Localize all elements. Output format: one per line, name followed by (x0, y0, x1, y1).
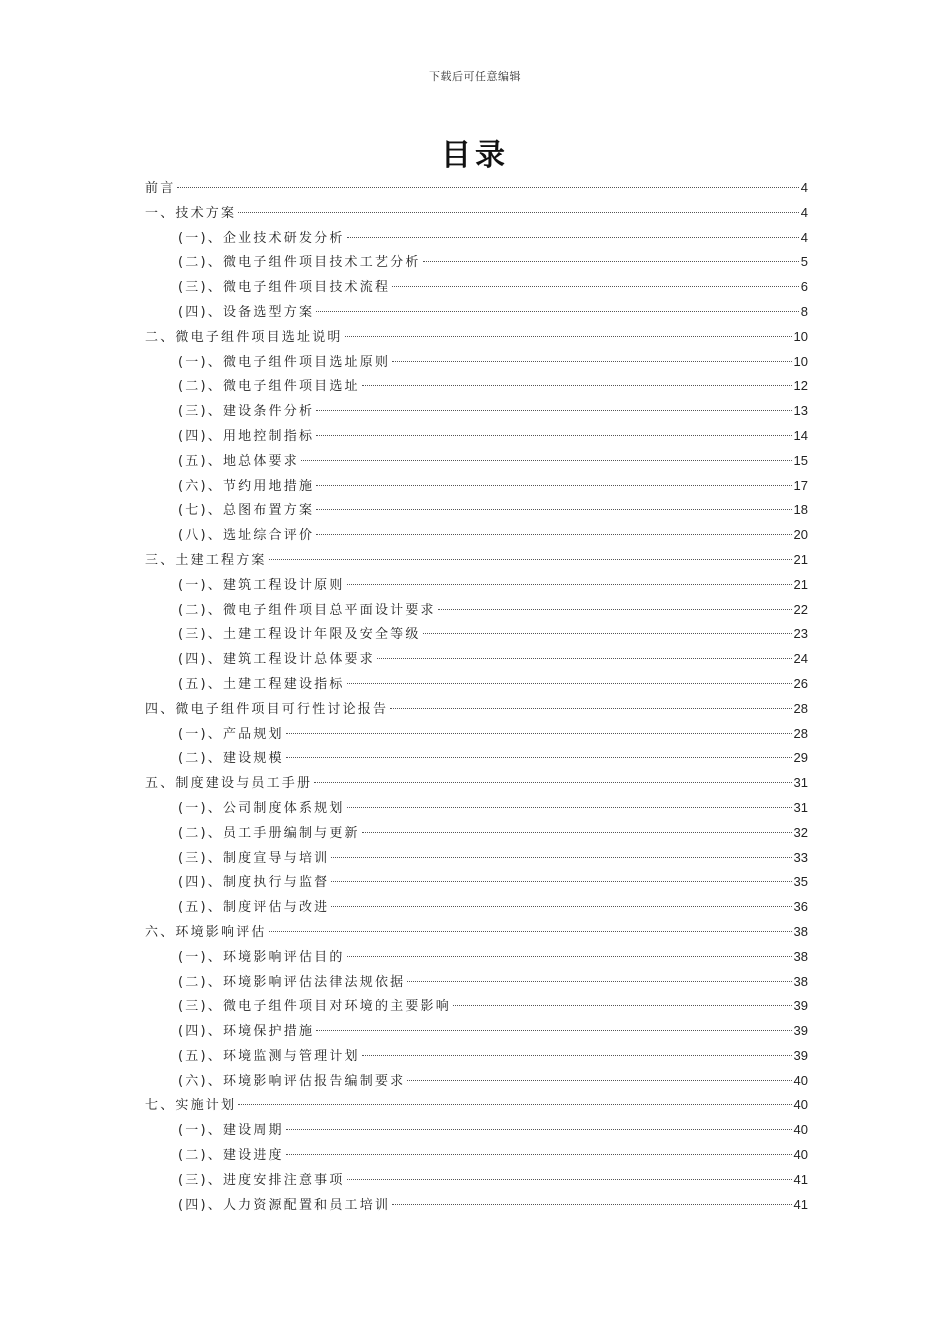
toc-entry[interactable] (145, 300, 808, 325)
toc-entry-label: (二)、建设规模 (178, 751, 284, 767)
toc-entry-page-number: 31 (793, 799, 808, 815)
toc-leader-dots (314, 782, 791, 783)
toc-leader-dots (331, 857, 791, 858)
toc-entry[interactable] (145, 970, 808, 995)
toc-entry-label: (二)、环境影响评估法律法规依据 (178, 974, 406, 990)
toc-entry-label: (四)、设备选型方案 (178, 304, 315, 320)
toc-leader-dots (362, 832, 792, 833)
toc-entry[interactable] (145, 474, 808, 499)
toc-entry-label: (三)、微电子组件项目技术流程 (178, 280, 391, 296)
toc-entry-page-number: 33 (793, 849, 808, 865)
toc-entry-page-number: 21 (793, 551, 808, 567)
toc-entry-page-number: 17 (793, 477, 808, 493)
toc-entry[interactable] (145, 226, 808, 251)
toc-leader-dots (407, 1080, 791, 1081)
toc-entry[interactable] (145, 424, 808, 449)
toc-entry[interactable] (145, 622, 808, 647)
toc-entry-label: (一)、微电子组件项目选址原则 (178, 354, 391, 370)
toc-entry-label: (七)、总图布置方案 (178, 503, 315, 519)
toc-entry-label: (三)、建设条件分析 (178, 404, 315, 420)
toc-entry-label: 六、环境影响评估 (145, 924, 267, 940)
toc-leader-dots (316, 534, 791, 535)
toc-entry-label: 四、微电子组件项目可行性讨论报告 (145, 701, 389, 717)
toc-leader-dots (331, 906, 791, 907)
toc-entry-label: 前言 (145, 181, 176, 196)
toc-entry-label: 七、实施计划 (145, 1098, 237, 1114)
toc-entry[interactable] (145, 746, 808, 771)
toc-leader-dots (423, 633, 792, 634)
toc-entry[interactable] (145, 821, 808, 846)
toc-entry-label: (一)、建设周期 (178, 1123, 284, 1139)
toc-entry-page-number: 39 (793, 1023, 808, 1039)
toc-entry[interactable] (145, 1019, 808, 1044)
toc-entry[interactable] (145, 201, 808, 226)
toc-entry-page-number: 8 (800, 303, 808, 319)
toc-entry-page-number: 4 (800, 229, 808, 245)
toc-leader-dots (331, 881, 791, 882)
toc-entry-page-number: 24 (793, 651, 808, 667)
toc-entry-page-number: 39 (793, 998, 808, 1014)
toc-leader-dots (347, 584, 792, 585)
toc-leader-dots (316, 410, 791, 411)
toc-entry[interactable] (145, 1069, 808, 1094)
toc-leader-dots (362, 1055, 792, 1056)
toc-leader-dots (438, 609, 792, 610)
toc-leader-dots (347, 956, 792, 957)
toc-leader-dots (316, 311, 799, 312)
toc-entry[interactable] (145, 846, 808, 871)
toc-leader-dots (269, 931, 792, 932)
toc-leader-dots (238, 212, 799, 213)
toc-entry-label: (一)、产品规划 (178, 726, 284, 742)
toc-entry[interactable] (145, 920, 808, 945)
toc-entry-page-number: 10 (793, 353, 808, 369)
toc-entry-label: (四)、用地控制指标 (178, 428, 315, 444)
table-of-contents (145, 176, 808, 1217)
toc-entry-page-number: 28 (793, 700, 808, 716)
toc-leader-dots (377, 658, 792, 659)
toc-entry-label: (四)、人力资源配置和员工培训 (178, 1197, 391, 1213)
toc-leader-dots (301, 460, 792, 461)
toc-entry[interactable] (145, 548, 808, 573)
toc-leader-dots (392, 286, 799, 287)
toc-entry[interactable] (145, 1168, 808, 1193)
toc-entry-page-number: 10 (793, 328, 808, 344)
toc-leader-dots (347, 683, 792, 684)
header-note: 下载后可任意编辑 (429, 70, 521, 83)
toc-entry-label: (二)、微电子组件项目选址 (178, 379, 360, 395)
toc-entry[interactable] (145, 1093, 808, 1118)
toc-entry[interactable] (145, 523, 808, 548)
toc-entry[interactable] (145, 176, 808, 201)
toc-entry-label: 五、制度建设与员工手册 (145, 776, 313, 792)
toc-leader-dots (286, 733, 792, 734)
toc-entry[interactable] (145, 1143, 808, 1168)
toc-entry-page-number: 39 (793, 1047, 808, 1063)
toc-entry[interactable] (145, 399, 808, 424)
toc-leader-dots (316, 509, 791, 510)
toc-entry[interactable] (145, 1118, 808, 1143)
toc-entry-page-number: 38 (793, 923, 808, 939)
toc-entry[interactable] (145, 449, 808, 474)
toc-leader-dots (453, 1005, 792, 1006)
toc-entry[interactable] (145, 250, 808, 275)
toc-entry-label: (一)、公司制度体系规划 (178, 800, 345, 816)
toc-entry-label: (六)、环境影响评估报告编制要求 (178, 1073, 406, 1089)
toc-leader-dots (177, 187, 798, 188)
toc-entry-label: 二、微电子组件项目选址说明 (145, 329, 343, 345)
toc-entry-label: (三)、微电子组件项目对环境的主要影响 (178, 999, 451, 1015)
toc-entry[interactable] (145, 994, 808, 1019)
toc-entry[interactable] (145, 1193, 808, 1218)
toc-leader-dots (392, 361, 791, 362)
toc-leader-dots (362, 385, 792, 386)
toc-entry-page-number: 23 (793, 626, 808, 642)
toc-entry-page-number: 13 (793, 403, 808, 419)
toc-leader-dots (407, 981, 791, 982)
toc-entry-page-number: 40 (793, 1072, 808, 1088)
toc-entry-label: 一、技术方案 (145, 205, 237, 221)
toc-leader-dots (238, 1104, 791, 1105)
toc-entry-page-number: 36 (793, 899, 808, 915)
toc-entry-label: (四)、建筑工程设计总体要求 (178, 652, 375, 668)
toc-entry-label: (三)、制度宣导与培训 (178, 850, 330, 866)
toc-entry-page-number: 38 (793, 948, 808, 964)
toc-entry-label: (五)、环境监测与管理计划 (178, 1048, 360, 1064)
toc-leader-dots (347, 1179, 792, 1180)
toc-leader-dots (269, 559, 792, 560)
toc-entry-label: (五)、土建工程建设指标 (178, 676, 345, 692)
toc-entry-label: (四)、环境保护措施 (178, 1024, 315, 1040)
toc-leader-dots (286, 1129, 792, 1130)
toc-leader-dots (316, 1030, 791, 1031)
toc-entry[interactable] (145, 573, 808, 598)
toc-entry-page-number: 28 (793, 725, 808, 741)
toc-entry-label: (六)、节约用地措施 (178, 478, 315, 494)
toc-entry-page-number: 6 (800, 279, 808, 295)
toc-entry[interactable] (145, 598, 808, 623)
toc-entry[interactable] (145, 672, 808, 697)
toc-entry-label: (二)、微电子组件项目总平面设计要求 (178, 602, 436, 618)
toc-entry-page-number: 35 (793, 874, 808, 890)
toc-entry-label: (八)、选址综合评价 (178, 528, 315, 544)
toc-entry[interactable] (145, 350, 808, 375)
toc-leader-dots (423, 261, 799, 262)
toc-entry-page-number: 41 (793, 1171, 808, 1187)
page-title: 目录 (441, 138, 509, 173)
toc-leader-dots (347, 807, 792, 808)
toc-entry-label: 三、土建工程方案 (145, 552, 267, 568)
toc-entry-page-number: 31 (793, 775, 808, 791)
toc-entry-page-number: 40 (793, 1122, 808, 1138)
toc-entry-page-number: 21 (793, 576, 808, 592)
toc-entry-page-number: 40 (793, 1147, 808, 1163)
toc-entry[interactable] (145, 1044, 808, 1069)
toc-leader-dots (316, 435, 791, 436)
toc-leader-dots (392, 1204, 791, 1205)
toc-entry[interactable] (145, 870, 808, 895)
toc-entry[interactable] (145, 325, 808, 350)
toc-entry-page-number: 14 (793, 427, 808, 443)
toc-entry-page-number: 41 (793, 1196, 808, 1212)
toc-leader-dots (286, 1154, 792, 1155)
toc-entry-page-number: 12 (793, 378, 808, 394)
toc-entry-label: (五)、地总体要求 (178, 453, 299, 469)
toc-leader-dots (347, 237, 799, 238)
toc-entry[interactable] (145, 498, 808, 523)
toc-entry[interactable] (145, 796, 808, 821)
toc-entry-page-number: 15 (793, 452, 808, 468)
toc-entry-label: (二)、员工手册编制与更新 (178, 825, 360, 841)
toc-entry-label: (一)、企业技术研发分析 (178, 230, 345, 246)
toc-entry-page-number: 4 (800, 180, 808, 195)
toc-leader-dots (316, 485, 791, 486)
toc-entry-label: (五)、制度评估与改进 (178, 900, 330, 916)
toc-entry[interactable] (145, 771, 808, 796)
toc-leader-dots (286, 757, 792, 758)
toc-entry-label: (二)、微电子组件项目技术工艺分析 (178, 255, 421, 271)
toc-entry-page-number: 18 (793, 502, 808, 518)
toc-entry-page-number: 32 (793, 824, 808, 840)
toc-entry-page-number: 5 (800, 254, 808, 270)
toc-entry[interactable] (145, 722, 808, 747)
toc-entry-page-number: 26 (793, 675, 808, 691)
toc-entry[interactable] (145, 945, 808, 970)
toc-entry-page-number: 22 (793, 601, 808, 617)
toc-entry-label: (三)、进度安排注意事项 (178, 1172, 345, 1188)
toc-entry[interactable] (145, 697, 808, 722)
toc-entry-label: (一)、建筑工程设计原则 (178, 577, 345, 593)
toc-entry-page-number: 38 (793, 973, 808, 989)
toc-leader-dots (345, 336, 792, 337)
toc-entry-page-number: 29 (793, 750, 808, 766)
toc-entry-page-number: 4 (800, 204, 808, 220)
toc-entry-page-number: 20 (793, 527, 808, 543)
toc-entry[interactable] (145, 895, 808, 920)
toc-entry[interactable] (145, 275, 808, 300)
toc-entry[interactable] (145, 647, 808, 672)
toc-entry[interactable] (145, 374, 808, 399)
toc-entry-label: (四)、制度执行与监督 (178, 875, 330, 891)
toc-entry-page-number: 40 (793, 1097, 808, 1113)
toc-entry-label: (一)、环境影响评估目的 (178, 949, 345, 965)
toc-leader-dots (390, 708, 791, 709)
toc-entry-label: (二)、建设进度 (178, 1148, 284, 1164)
toc-entry-label: (三)、土建工程设计年限及安全等级 (178, 627, 421, 643)
